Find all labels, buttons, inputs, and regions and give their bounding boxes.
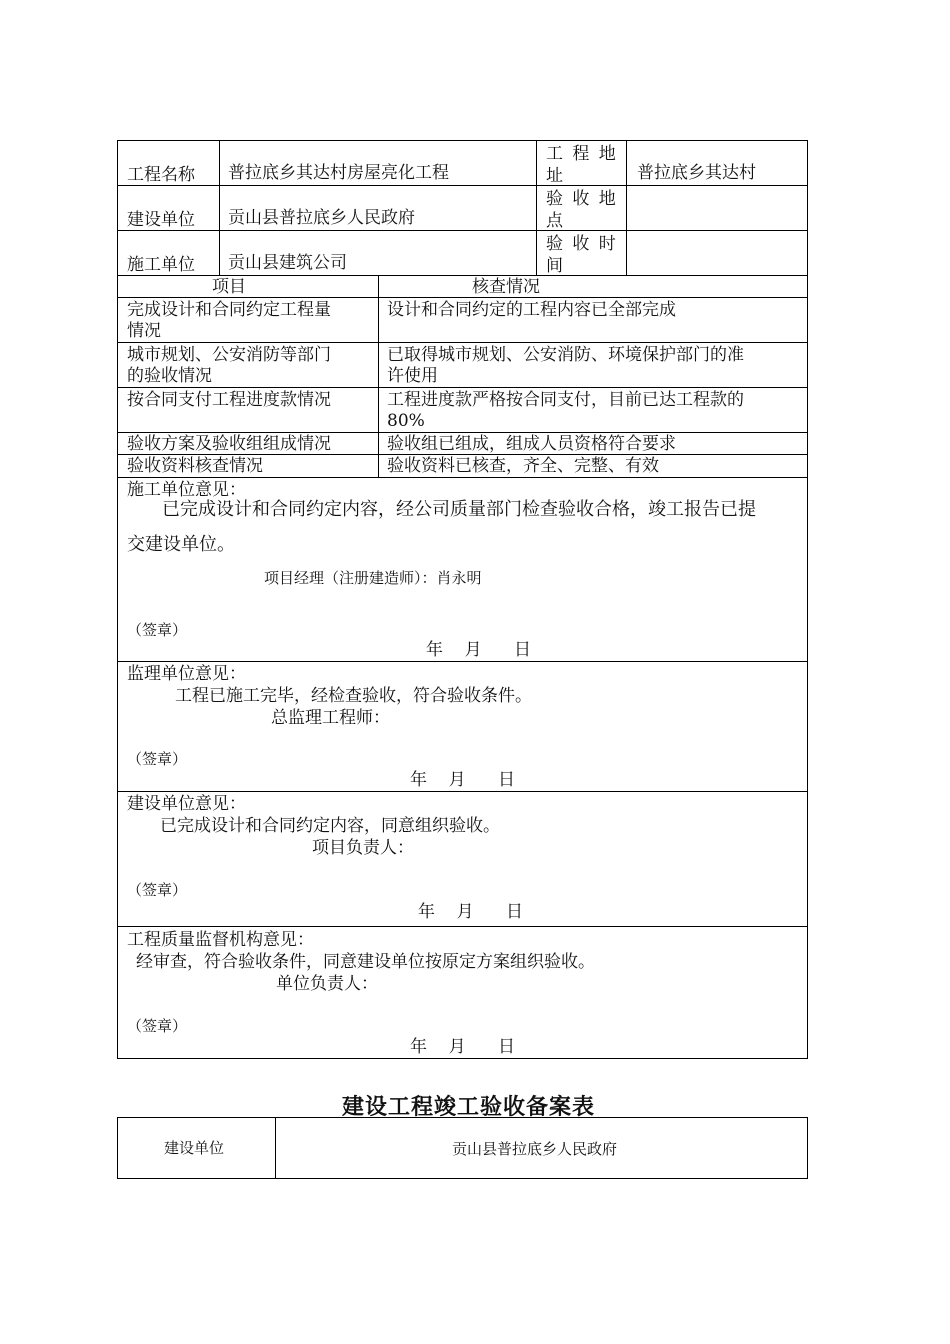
quality-opinion-title: 工程质量监督机构意见： [127,930,314,950]
quality-signer: 单位负责人： [276,974,378,994]
owner-date: 年 月 日 [418,902,524,922]
check-status-4: 验收组已组成，组成人员资格符合要求 [387,434,676,454]
contractor-date: 年 月 日 [426,640,532,660]
acceptance-time-label-cont: 间 [546,256,563,276]
acceptance-time-label: 验 收 时 [546,234,618,254]
check-column-header: 核查情况 [472,277,540,297]
check-status-5: 验收资料已核查，齐全、完整、有效 [387,456,659,476]
record-construction-unit-value: 贡山县普拉底乡人民政府 [452,1140,618,1158]
contractor-seal: （签章） [127,621,188,639]
quality-opinion-line1: 经审查，符合验收条件，同意建设单位按原定方案组织验收。 [136,952,595,972]
check-status-2-cont: 许使用 [387,366,438,386]
builder-unit-value: 贡山县建筑公司 [228,253,347,273]
check-item-5: 验收资料核查情况 [127,456,263,476]
acceptance-place-label: 验 收 地 [546,189,618,209]
contractor-signer: 项目经理（注册建造师）：肖永明 [264,569,482,587]
check-status-2: 已取得城市规划、公安消防、环境保护部门的准 [387,345,744,365]
check-item-1: 完成设计和合同约定工程量 [127,300,331,320]
check-status-3: 工程进度款严格按合同支付，目前已达工程款的 [387,390,744,410]
record-form-title: 建设工程竣工验收备案表 [342,1094,596,1120]
quality-seal: （签章） [127,1017,188,1035]
item-column-header: 项目 [212,277,246,297]
owner-opinion-line1: 已完成设计和合同约定内容，同意组织验收。 [160,816,500,836]
supervisor-date: 年 月 日 [410,770,516,790]
project-address-label-cont: 址 [546,166,563,186]
builder-unit-label: 施工单位 [127,255,195,275]
project-address-label: 工 程 地 [546,144,618,164]
contractor-opinion-line2: 交建设单位。 [127,534,235,555]
supervisor-seal: （签章） [127,750,188,768]
project-name-value: 普拉底乡其达村房屋亮化工程 [228,163,449,183]
acceptance-place-label-cont: 点 [546,211,563,231]
owner-signer: 项目负责人： [312,838,414,858]
check-item-2: 城市规划、公安消防等部门 [127,345,331,365]
supervisor-signer: 总监理工程师： [271,708,390,728]
supervisor-opinion-title: 监理单位意见： [127,664,246,684]
construction-unit-label: 建设单位 [127,210,195,230]
contractor-opinion-title: 施工单位意见： [127,480,246,500]
construction-unit-value: 贡山县普拉底乡人民政府 [228,208,415,228]
check-item-3: 按合同支付工程进度款情况 [127,390,331,410]
check-item-1-cont: 情况 [127,321,161,341]
owner-seal: （签章） [127,881,188,899]
check-item-2-cont: 的验收情况 [127,366,212,386]
project-address-value: 普拉底乡其达村 [637,163,756,183]
check-status-1: 设计和合同约定的工程内容已全部完成 [387,300,676,320]
check-status-3-cont: 80% [387,411,425,431]
owner-opinion-title: 建设单位意见： [127,794,246,814]
project-name-label: 工程名称 [127,165,195,185]
supervisor-opinion-line1: 工程已施工完毕，经检查验收，符合验收条件。 [175,686,532,706]
contractor-opinion-line1: 已完成设计和合同约定内容，经公司质量部门检查验收合格，竣工报告已提 [162,499,756,520]
record-construction-unit-label: 建设单位 [164,1139,225,1157]
quality-date: 年 月 日 [410,1037,516,1057]
check-item-4: 验收方案及验收组组成情况 [127,434,331,454]
